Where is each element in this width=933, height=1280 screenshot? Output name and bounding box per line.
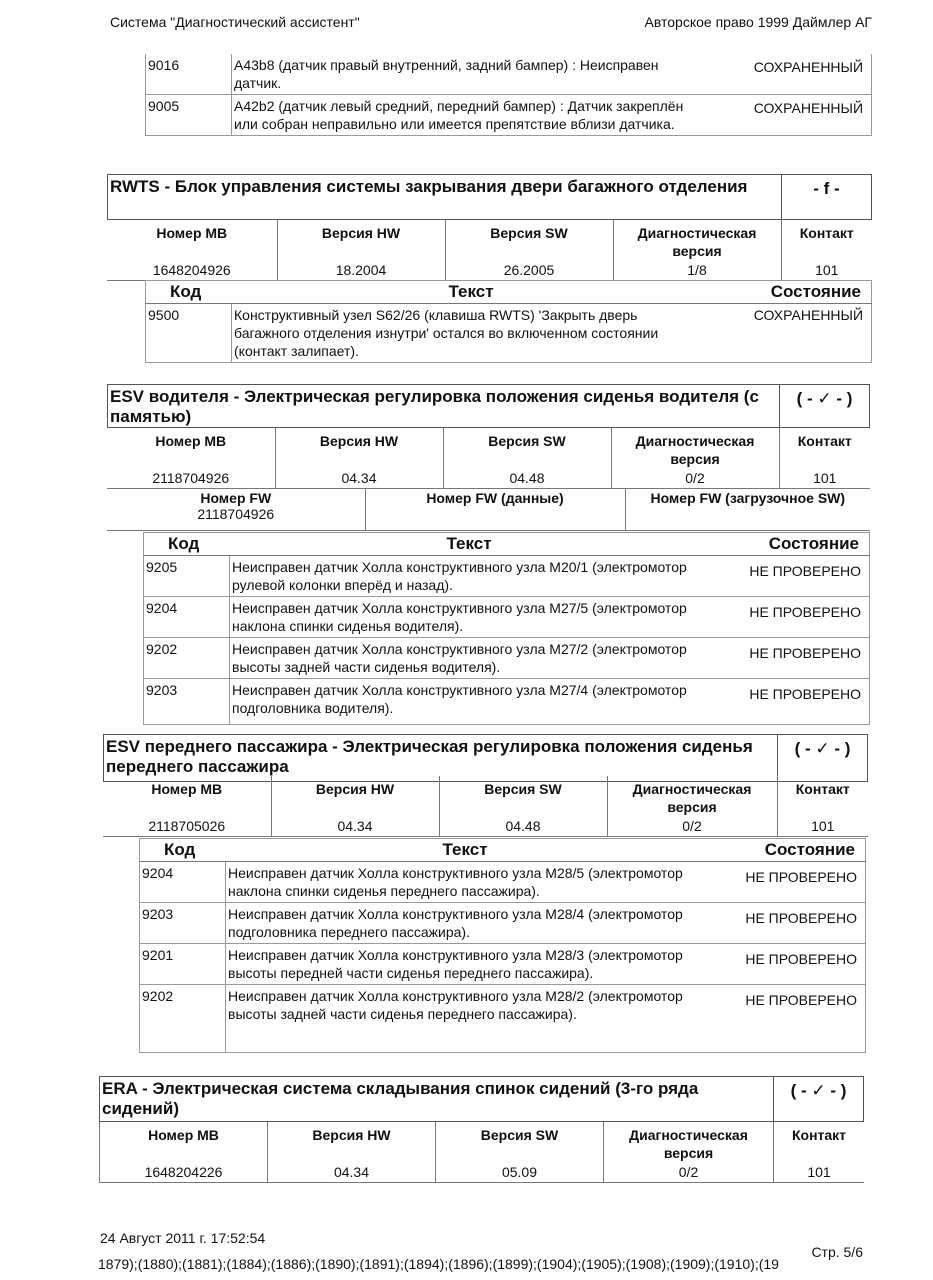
mb-value: 2118704926: [152, 470, 230, 486]
fault-state: НЕ ПРОВЕРЕНО: [705, 638, 870, 679]
rwts-info-table: [107, 220, 872, 281]
contact-value: 101: [815, 262, 839, 278]
contact-label: Контакт: [791, 1127, 847, 1143]
mb-label: Номер MB: [156, 225, 228, 241]
mb-cell: [100, 1122, 268, 1183]
table-row: [146, 54, 872, 95]
fault-text: Неисправен датчик Холла конструктивного узла M28/2 (электромотор высоты задней части сиденья переднего пассажира).: [226, 985, 701, 1053]
state-header: Состояние: [705, 533, 870, 556]
rwts-status-flag: - f -: [781, 175, 871, 219]
hw-value: 04.34: [337, 818, 373, 834]
fw-data-cell: [365, 488, 625, 531]
esv-driver-info-table: [107, 428, 870, 489]
footer-code-list: 1879);(1880);(1881);(1884);(1886);(1890);(1891);(1894);(1896);(1899);(1904);(1905);(1908);(1909);(1910);(19: [98, 1256, 779, 1272]
contact-value: 101: [807, 1164, 831, 1180]
esv-pass-title-box: [103, 734, 868, 782]
fw-boot-label: Номер FW (загрузочное SW): [650, 490, 846, 506]
fw-data-label: Номер FW (данные): [426, 490, 564, 506]
mb-value: 1648204226: [144, 1164, 223, 1180]
sw-value: 04.48: [509, 470, 545, 486]
fw-cell: [107, 488, 365, 531]
diag-label: Диагностическая версия: [637, 225, 757, 259]
fault-code: 9005: [146, 95, 232, 136]
table-row: [146, 304, 872, 363]
esv-driver-title-box: [107, 384, 870, 428]
fw-label: Номер FW: [200, 490, 272, 506]
diag-cell: [607, 776, 777, 837]
contact-value: 101: [811, 818, 835, 834]
fault-text: A42b2 (датчик левый средний, передний бампер) : Датчик закреплён или собран неправильно или имеется препятствие вблизи датчика.: [232, 95, 707, 136]
fault-state: СОХРАНЕННЫЙ: [707, 95, 872, 136]
text-header: Текст: [226, 839, 701, 862]
esv-pass-title: ESV переднего пассажира - Электрическая регулировка положения сиденья переднего пассажира: [106, 737, 753, 776]
diag-cell: [613, 220, 781, 281]
fault-state: НЕ ПРОВЕРЕНО: [705, 679, 870, 725]
table-row: [140, 985, 866, 1053]
table-row: [146, 95, 872, 136]
sw-label: Версия SW: [480, 1127, 559, 1143]
diag-label: Диагностическая версия: [635, 433, 755, 467]
table-row: [144, 597, 870, 638]
fault-code: 9201: [140, 944, 226, 985]
diag-cell: [611, 428, 779, 489]
diag-label: Диагностическая версия: [632, 781, 752, 815]
contact-label: Контакт: [795, 781, 850, 797]
hw-cell: [271, 776, 439, 837]
top-fault-table: [145, 54, 872, 136]
fault-code: 9500: [146, 304, 232, 363]
diag-label: Диагностическая версия: [629, 1127, 748, 1161]
text-header: Текст: [232, 281, 707, 304]
text-header: Текст: [230, 533, 705, 556]
rwts-fault-table: [145, 280, 872, 363]
fault-text: Неисправен датчик Холла конструктивного узла M20/1 (электромотор рулевой колонки вперёд и назад).: [230, 556, 705, 597]
state-header: Состояние: [707, 281, 872, 304]
contact-cell: [777, 776, 868, 837]
fault-state: НЕ ПРОВЕРЕНО: [705, 556, 870, 597]
esv-driver-status-flag: ( - ✓ - ): [779, 385, 869, 427]
fault-state: НЕ ПРОВЕРЕНО: [701, 985, 866, 1053]
hw-cell: [275, 428, 443, 489]
hw-label: Версия HW: [319, 433, 399, 449]
contact-cell: [774, 1122, 865, 1183]
contact-value: 101: [813, 470, 837, 486]
fault-code: 9202: [140, 985, 226, 1053]
era-info-table: [99, 1122, 864, 1183]
diag-value: 0/2: [685, 470, 705, 486]
mb-label: Номер MB: [151, 781, 223, 797]
esv-pass-fault-table: [139, 838, 866, 1053]
era-title-box: [99, 1076, 864, 1122]
fault-text: A43b8 (датчик правый внутренний, задний бампер) : Неисправен датчик.: [232, 54, 707, 95]
fault-code: 9202: [144, 638, 230, 679]
fault-code: 9204: [144, 597, 230, 638]
sw-cell: [439, 776, 607, 837]
page-header: [110, 14, 872, 38]
mb-label: Номер MB: [148, 1127, 219, 1143]
fault-text: Неисправен датчик Холла конструктивного узла M28/4 (электромотор подголовника переднего пассажира).: [226, 903, 701, 944]
sw-label: Версия SW: [488, 433, 566, 449]
fault-state: НЕ ПРОВЕРЕНО: [701, 862, 866, 903]
hw-cell: [277, 220, 445, 281]
header-system-name: Система "Диагностический ассистент": [110, 14, 360, 30]
footer-page-number: Стр. 5/6: [811, 1244, 863, 1260]
esv-driver-title: ESV водителя - Электрическая регулировка положения сиденья водителя (с памятью): [110, 387, 759, 426]
hw-label: Версия HW: [312, 1127, 391, 1143]
fault-header-row: [144, 533, 870, 556]
contact-label: Контакт: [799, 225, 854, 241]
table-row: [144, 679, 870, 725]
sw-cell: [436, 1122, 604, 1183]
sw-cell: [443, 428, 611, 489]
table-row: [140, 903, 866, 944]
hw-label: Версия HW: [321, 225, 401, 241]
fault-text: Неисправен датчик Холла конструктивного узла M27/5 (электромотор наклона спинки сиденья водителя).: [230, 597, 705, 638]
hw-value: 18.2004: [335, 262, 387, 278]
state-header: Состояние: [701, 839, 866, 862]
table-row: [140, 944, 866, 985]
fault-state: СОХРАНЕННЫЙ: [707, 54, 872, 95]
fault-text: Конструктивный узел S62/26 (клавиша RWTS) 'Закрыть дверь багажного отделения изнутри' остался во включенном состоянии (контакт залипает).: [232, 304, 707, 363]
fault-code: 9203: [144, 679, 230, 725]
sw-label: Версия SW: [484, 781, 562, 797]
contact-label: Контакт: [797, 433, 852, 449]
hw-label: Версия HW: [315, 781, 395, 797]
diag-value: 0/2: [678, 1164, 699, 1180]
header-copyright: Авторское право 1999 Даймлер АГ: [644, 14, 872, 30]
fault-header-row: [146, 281, 872, 304]
hw-value: 04.34: [341, 470, 377, 486]
fault-text: Неисправен датчик Холла конструктивного узла M28/3 (электромотор высоты передней части сиденья переднего пассажира).: [226, 944, 701, 985]
fault-text: Неисправен датчик Холла конструктивного узла M27/4 (электромотор подголовника водителя).: [230, 679, 705, 725]
sw-label: Версия SW: [490, 225, 568, 241]
fault-code: 9205: [144, 556, 230, 597]
code-header: Код: [146, 281, 232, 304]
era-title: ERA - Электрическая система складывания спинок сидений (3-го ряда сидений): [102, 1079, 699, 1118]
esv-pass-status-flag: ( - ✓ - ): [777, 735, 867, 781]
mb-cell: [107, 428, 275, 489]
code-header: Код: [140, 839, 226, 862]
diag-cell: [604, 1122, 774, 1183]
sw-value: 04.48: [505, 818, 541, 834]
contact-cell: [779, 428, 870, 489]
fault-header-row: [140, 839, 866, 862]
contact-cell: [781, 220, 872, 281]
fault-code: 9016: [146, 54, 232, 95]
mb-cell: [107, 220, 277, 281]
fault-code: 9204: [140, 862, 226, 903]
hw-value: 04.34: [333, 1164, 370, 1180]
fault-text: Неисправен датчик Холла конструктивного узла M28/5 (электромотор наклона спинки сиденья переднего пассажира).: [226, 862, 701, 903]
fault-code: 9203: [140, 903, 226, 944]
table-row: [144, 556, 870, 597]
fault-state: НЕ ПРОВЕРЕНО: [705, 597, 870, 638]
footer-date: 24 Август 2011 г. 17:52:54: [100, 1230, 266, 1246]
code-header: Код: [144, 533, 230, 556]
mb-cell: [103, 776, 271, 837]
rwts-title-box: [107, 174, 872, 220]
sw-value: 05.09: [501, 1164, 538, 1180]
esv-driver-fault-table: [143, 532, 870, 725]
diag-value: 0/2: [682, 818, 702, 834]
fault-state: НЕ ПРОВЕРЕНО: [701, 903, 866, 944]
esv-driver-fw-table: [107, 488, 870, 531]
rwts-title: RWTS - Блок управления системы закрывания двери багажного отделения: [110, 177, 748, 196]
era-status-flag: ( - ✓ - ): [773, 1077, 863, 1121]
table-row: [140, 862, 866, 903]
fw-value: 2118704926: [197, 506, 275, 522]
fault-state: СОХРАНЕННЫЙ: [707, 304, 872, 363]
hw-cell: [268, 1122, 436, 1183]
fault-state: НЕ ПРОВЕРЕНО: [701, 944, 866, 985]
fw-boot-cell: [625, 488, 870, 531]
sw-value: 26.2005: [503, 262, 555, 278]
fault-text: Неисправен датчик Холла конструктивного узла M27/2 (электромотор высоты задней части сиденья водителя).: [230, 638, 705, 679]
diag-value: 1/8: [687, 262, 707, 278]
mb-value: 1648204926: [152, 262, 231, 278]
mb-label: Номер MB: [155, 433, 227, 449]
table-row: [144, 638, 870, 679]
esv-pass-info-table: [103, 776, 868, 837]
mb-value: 2118705026: [148, 818, 226, 834]
sw-cell: [445, 220, 613, 281]
